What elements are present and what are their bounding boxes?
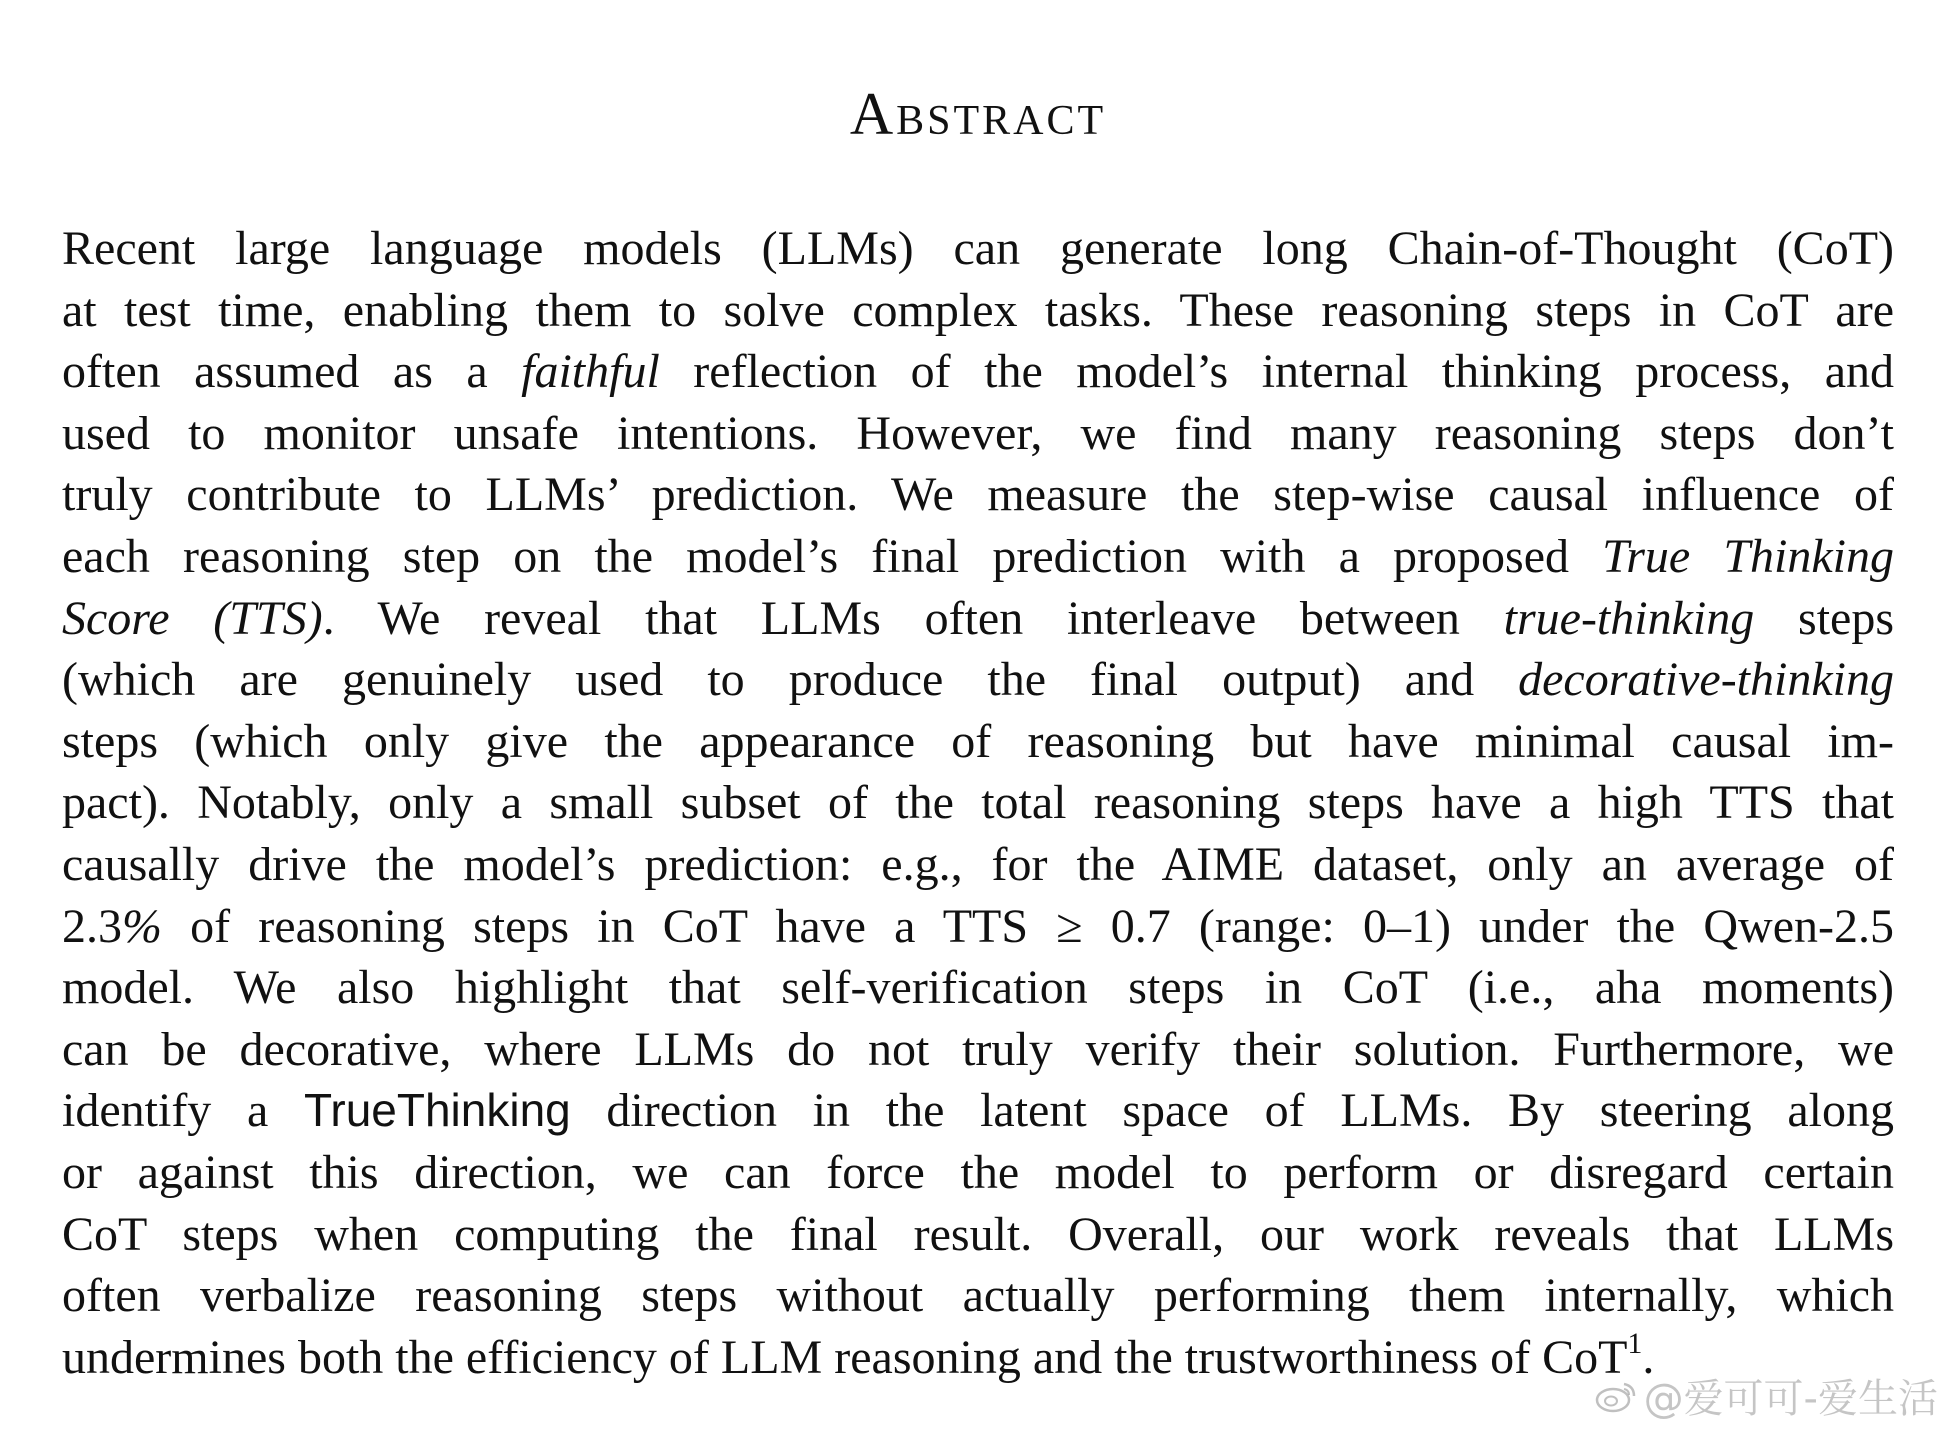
text-line <box>62 896 1894 958</box>
text-run: undermines both the efficiency of LLM reasoning and the trustworthiness of CoT <box>62 1330 1628 1384</box>
italic-term: % <box>122 899 162 953</box>
weibo-icon <box>1594 1378 1638 1414</box>
text-line <box>62 464 1894 526</box>
text-line <box>62 403 1894 465</box>
text-line <box>62 772 1894 834</box>
text-line <box>62 218 1894 280</box>
text-run: CoT steps when computing the final result. Overall, our work reveals that LLMs <box>62 1207 1894 1261</box>
text-run: direction in the latent space of LLMs. By steering along <box>570 1084 1894 1138</box>
text-run: used to monitor unsafe intentions. However, we find many reasoning steps don’t <box>62 406 1894 460</box>
text-line <box>62 957 1894 1019</box>
text-run: (which are genuinely used to produce the final output) and <box>62 653 1519 707</box>
text-run: pact). Notably, only a small subset of the total reasoning steps have a high TTS that <box>62 776 1894 830</box>
sans-term: TrueThinking <box>303 1084 571 1137</box>
text-run: reflection of the model’s internal thinking process, and <box>659 345 1894 399</box>
text-line <box>62 1019 1894 1081</box>
text-run: each reasoning step on the model’s final prediction with a proposed <box>62 529 1603 583</box>
watermark <box>1594 1367 1938 1424</box>
text-line <box>62 711 1894 773</box>
italic-term: true-thinking <box>1503 591 1755 645</box>
section-heading: Abstract <box>849 81 1107 147</box>
text-run: . <box>1642 1330 1655 1384</box>
text-line <box>62 1142 1894 1204</box>
text-run: 2.3 <box>62 899 122 953</box>
text-run: often assumed as a <box>62 345 522 399</box>
text-line <box>62 1080 1894 1142</box>
text-run: of reasoning steps in CoT have a TTS ≥ 0.7 (range: 0–1) under the Qwen-2.5 <box>161 899 1894 953</box>
text-line <box>62 588 1894 650</box>
footnote-marker: 1 <box>1627 1326 1643 1360</box>
text-run: identify a <box>62 1084 304 1138</box>
italic-term: decorative-thinking <box>1518 653 1894 707</box>
text-run: often verbalize reasoning steps without actually performing them internally, which <box>62 1269 1894 1323</box>
text-line <box>62 1265 1894 1327</box>
text-run: can be decorative, where LLMs do not truly verify their solution. Furthermore, we <box>62 1022 1894 1076</box>
text-line <box>62 649 1894 711</box>
italic-term: Score (TTS) <box>62 591 323 645</box>
text-run: steps (which only give the appearance of reasoning but have minimal causal im- <box>62 714 1894 768</box>
italic-term: True Thinking <box>1602 529 1894 583</box>
text-run: . We reveal that LLMs often interleave between <box>322 591 1504 645</box>
text-line <box>62 280 1894 342</box>
text-line <box>62 526 1894 588</box>
text-run: or against this direction, we can force the model to perform or disregard certain <box>62 1145 1894 1199</box>
text-run: causally drive the model’s prediction: e.g., for the AIME dataset, only an average of <box>62 837 1894 891</box>
text-run: Recent large language models (LLMs) can generate long Chain-of-Thought (CoT) <box>62 222 1894 275</box>
text-run: at test time, enabling them to solve complex tasks. These reasoning steps in CoT are <box>62 283 1894 337</box>
text-run: truly contribute to LLMs’ prediction. We measure the step-wise causal influence of <box>62 468 1894 522</box>
abstract-body <box>62 218 1894 1388</box>
italic-term: faithful <box>521 345 660 399</box>
text-run: steps <box>1754 591 1895 645</box>
watermark-text: @爱可可-爱生活 <box>1643 1376 1938 1422</box>
text-line <box>62 1204 1894 1266</box>
text-line <box>62 341 1894 403</box>
text-run: model. We also highlight that self-verification steps in CoT (i.e., aha moments) <box>62 961 1894 1015</box>
text-line <box>62 834 1894 896</box>
